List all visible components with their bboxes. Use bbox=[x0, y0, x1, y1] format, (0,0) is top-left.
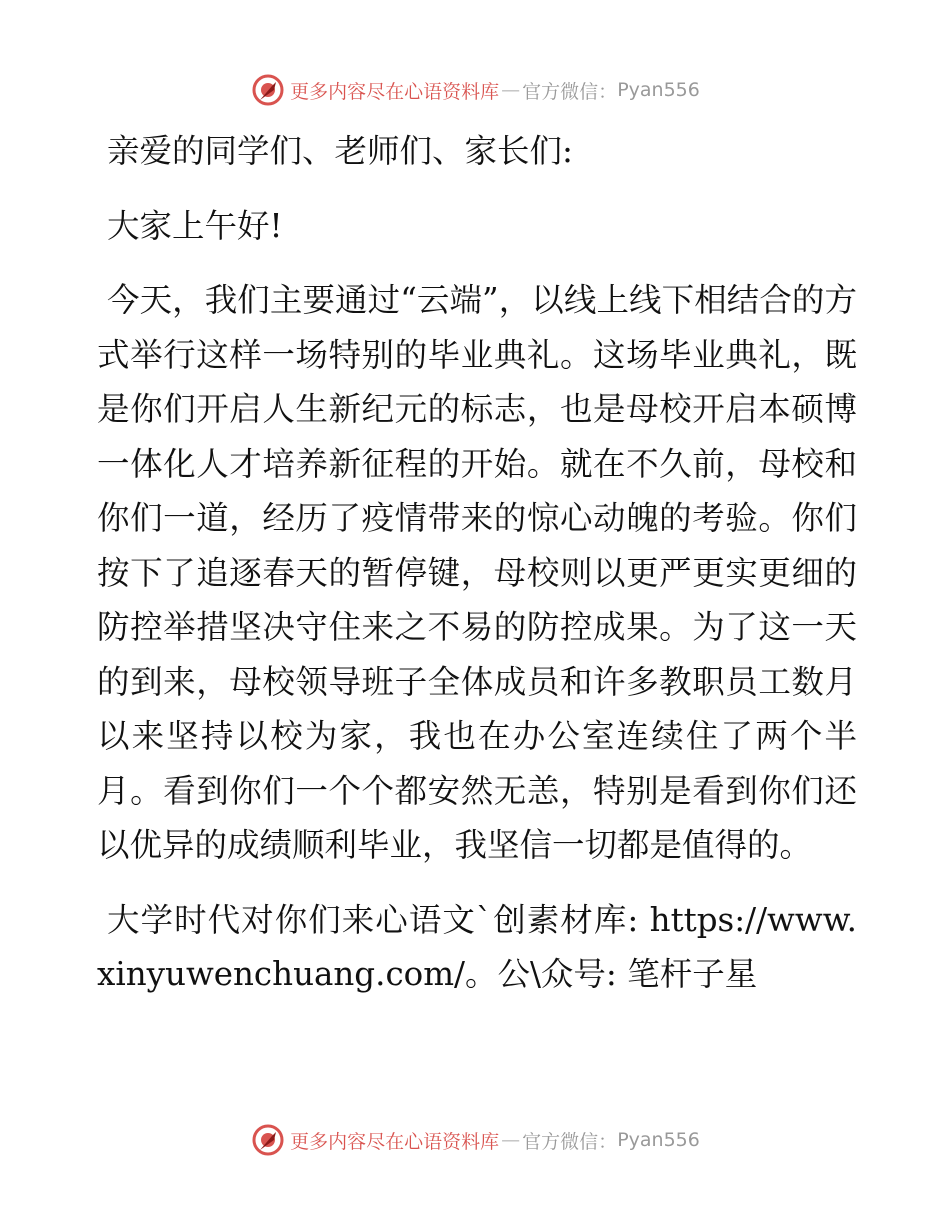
banner-account-label: 官方微信： bbox=[522, 1130, 618, 1153]
banner-account-id: Pyan556 bbox=[617, 79, 700, 101]
banner-dash: — bbox=[501, 79, 521, 101]
greeting: 大家上午好! bbox=[107, 206, 283, 245]
footer-watermark-banner bbox=[0, 1120, 950, 1160]
paragraph-2: 大学时代对你们来心语文`创素材库: https://www.xinyuwenchuang.com/。公\众号: 笔杆子星 bbox=[97, 900, 857, 993]
document-body bbox=[97, 124, 857, 1022]
salutation: 亲爱的同学们、老师们、家长们: bbox=[107, 132, 573, 170]
paragraph-1: 今天，我们主要通过“云端”，以线上线下相结合的方式举行这样一场特别的毕业典礼。这场毕业典礼，既是你们开启人生新纪元的标志，也是母校开启本硕博一体化人才培养新征程的开始。就在不久前，母校和你们一道，经历了疫情带来的惊心动魄的考验。你们按下了追逐春天的暂停键，母校则以更严更实更细的防控举措坚决守住来之不易的防控成果。为了这一天的到来，母校领导班子全体成员和许多教职员工数月以来坚持以校为家，我也在办公室连续住了两个半月。看到你们一个个都安然无恙，特别是看到你们还以优异的成绩顺利毕业，我坚信一切都是值得的。 bbox=[97, 281, 857, 864]
pen-logo-icon bbox=[250, 72, 286, 108]
pen-logo-icon bbox=[250, 1122, 286, 1158]
banner-account-label: 官方微信： bbox=[522, 80, 618, 103]
header-watermark-banner bbox=[0, 70, 950, 110]
banner-promo-text: 更多内容尽在心语资料库 bbox=[290, 1130, 500, 1153]
banner-promo-text: 更多内容尽在心语资料库 bbox=[290, 80, 500, 103]
banner-dash: — bbox=[501, 1129, 521, 1151]
banner-account-id: Pyan556 bbox=[617, 1129, 700, 1151]
